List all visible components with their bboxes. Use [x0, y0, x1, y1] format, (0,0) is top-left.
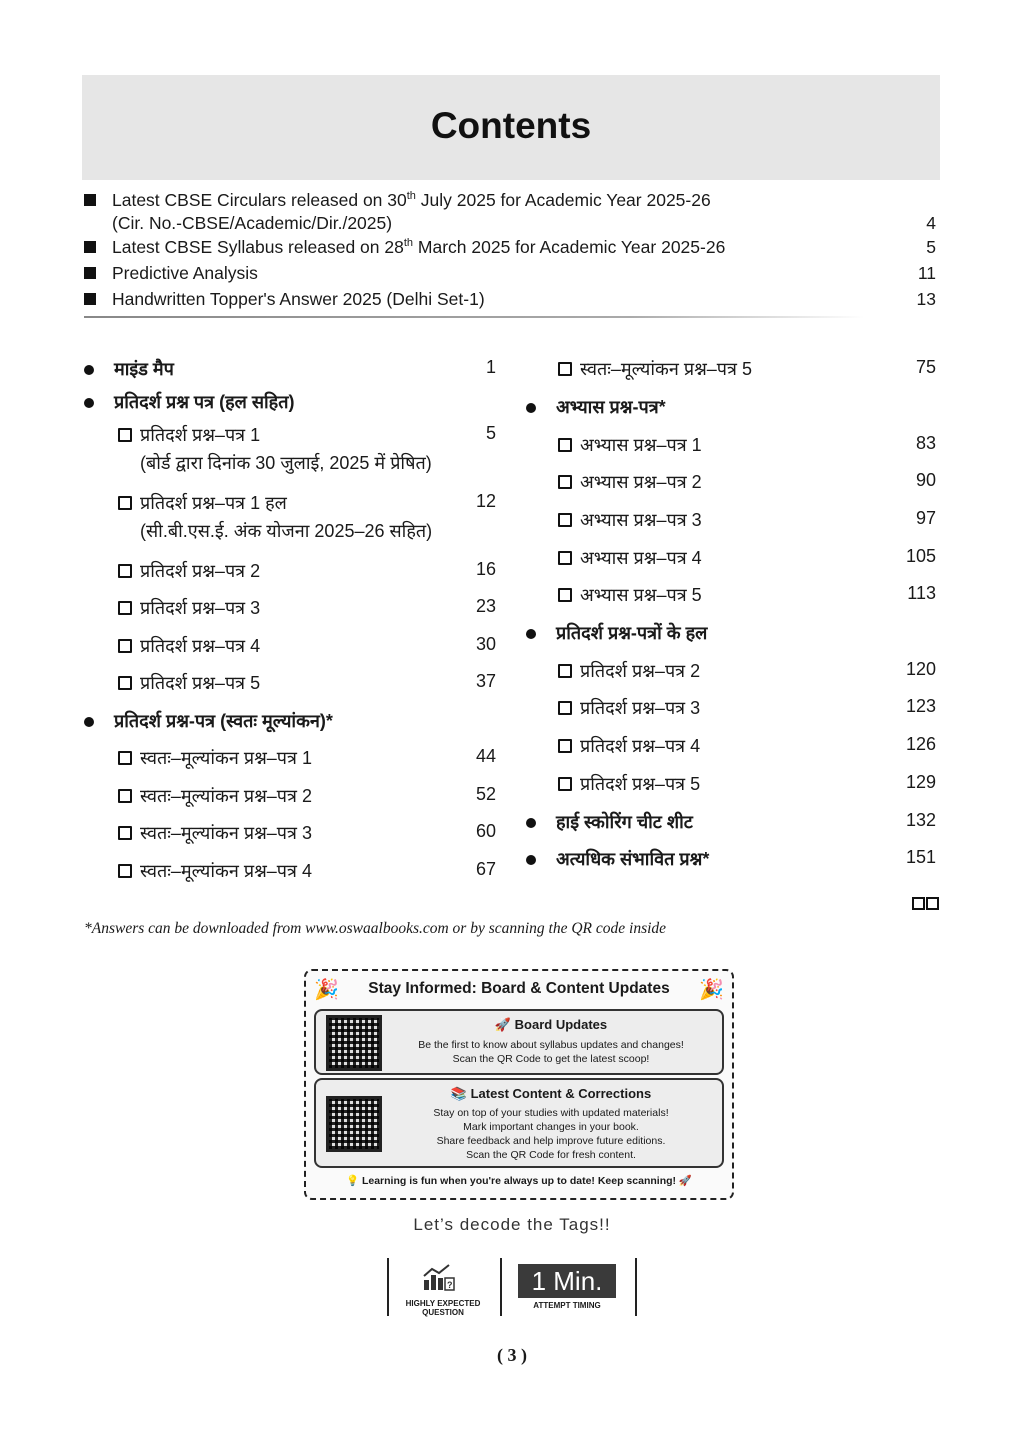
board-updates-panel: [314, 1009, 724, 1075]
tag-label-line: HIGHLY EXPECTED: [405, 1299, 481, 1308]
end-marker-icon: [912, 897, 940, 915]
toc-page-number: 5: [926, 237, 936, 257]
square-bullet-icon: [84, 194, 96, 206]
toc-entry-sublabel: (सी.बी.एस.ई. अंक योजना 2025–26 सहित): [140, 521, 433, 541]
rocket-icon: 🚀: [494, 1017, 515, 1032]
toc-entry-label: स्वतः–मूल्यांकन प्रश्न–पत्र 5: [580, 359, 752, 379]
checkbox-icon: [558, 739, 572, 753]
toc-page-number: 60: [475, 821, 496, 841]
content-updates-panel: [314, 1078, 724, 1168]
toc-entry-label: प्रतिदर्श प्रश्न–पत्र 2: [580, 661, 701, 681]
checkbox-icon: [118, 601, 132, 615]
square-bullet-icon: [84, 267, 96, 279]
highly-expected-label: [400, 1299, 486, 1317]
toc-top-text: Latest CBSE Syllabus released on 28: [112, 237, 404, 257]
toc-entry-label: अभ्यास प्रश्न–पत्र 3: [580, 510, 702, 530]
board-updates-heading-text: Board Updates: [514, 1017, 608, 1032]
content-update-line: Scan the QR Code for fresh content.: [466, 1149, 636, 1161]
svg-text:?: ?: [447, 1280, 453, 1290]
toc-page-number: 151: [905, 847, 936, 867]
superscript: th: [403, 237, 414, 250]
toc-entry-label: प्रतिदर्श प्रश्न–पत्र 3: [580, 698, 701, 718]
toc-entry-label: स्वतः–मूल्यांकन प्रश्न–पत्र 1: [140, 748, 312, 768]
checkbox-icon: [558, 551, 572, 565]
checkbox-icon: [558, 664, 572, 678]
toc-page-number: 123: [905, 696, 936, 716]
toc-page-number: 4: [926, 213, 936, 233]
toc-entry-label: प्रतिदर्श प्रश्न–पत्र 5: [140, 673, 261, 693]
board-updates-heading: [386, 1017, 716, 1033]
toc-page-number: 67: [475, 859, 496, 879]
toc-page-number: 52: [475, 784, 496, 804]
toc-section-label: प्रतिदर्श प्रश्न-पत्र (स्वतः मूल्यांकन)*: [114, 711, 333, 731]
toc-entry-label: प्रतिदर्श प्रश्न–पत्र 4: [140, 636, 261, 656]
content-update-line: Share feedback and help improve future editions.: [436, 1135, 666, 1147]
updates-box: [304, 969, 734, 1200]
checkbox-icon: [558, 362, 572, 376]
qr-code[interactable]: [326, 1015, 382, 1071]
board-update-line: Scan the QR Code to get the latest scoop!: [452, 1053, 650, 1065]
toc-entry-label: स्वतः–मूल्यांकन प्रश्न–पत्र 2: [140, 786, 312, 806]
updates-footer-text: Learning is fun when you're always up to date! Keep scanning!: [361, 1175, 677, 1187]
round-bullet-icon: [526, 403, 536, 413]
toc-entry[interactable]: [118, 491, 500, 541]
checkbox-icon: [558, 777, 572, 791]
footnote: *Answers can be downloaded from www.oswaalbooks.com or by scanning the QR code inside: [84, 920, 667, 937]
checkbox-icon: [558, 701, 572, 715]
toc-entry-label: प्रतिदर्श प्रश्न–पत्र 3: [140, 598, 261, 618]
toc-page-number: 132: [905, 810, 936, 830]
round-bullet-icon: [84, 365, 94, 375]
contents-header: [82, 75, 940, 180]
toc-top-subtext: (Cir. No.-CBSE/Academic/Dir./2025): [112, 213, 393, 233]
toc-page-number: 44: [475, 746, 496, 766]
updates-footer: [306, 1174, 732, 1187]
checkbox-icon: [118, 676, 132, 690]
content-updates-heading: [386, 1086, 716, 1102]
toc-top-item[interactable]: [84, 263, 940, 285]
round-bullet-icon: [526, 629, 536, 639]
toc-page-number: 16: [475, 559, 496, 579]
toc-entry-label: प्रतिदर्श प्रश्न–पत्र 2: [140, 561, 261, 581]
page-title: Contents: [430, 105, 592, 146]
toc-top-item[interactable]: [84, 190, 940, 234]
toc-page-number: 75: [915, 357, 936, 377]
toc-page-number: 23: [475, 596, 496, 616]
round-bullet-icon: [84, 398, 94, 408]
toc-page-number: 90: [915, 470, 936, 490]
toc-page-number: 30: [475, 634, 496, 654]
toc-page-number: 113: [907, 583, 936, 603]
page-number: ( 3 ): [497, 1345, 527, 1365]
toc-entry-label: स्वतः–मूल्यांकन प्रश्न–पत्र 4: [140, 861, 312, 881]
toc-entry-label: प्रतिदर्श प्रश्न–पत्र 5: [580, 774, 701, 794]
toc-page-number: 12: [475, 491, 496, 511]
toc-section-label: हाई स्कोरिंग चीट शीट: [556, 812, 693, 832]
toc-section-label: माइंड मैप: [114, 359, 174, 379]
rocket-icon: 🚀: [676, 1175, 693, 1187]
toc-entry-label: अभ्यास प्रश्न–पत्र 5: [580, 585, 702, 605]
toc-entry-label: प्रतिदर्श प्रश्न–पत्र 4: [580, 736, 701, 756]
content-updates-heading-text: Latest Content & Corrections: [470, 1086, 652, 1101]
one-minute-tag: 1 Min.: [518, 1264, 616, 1298]
toc-page-number: 105: [905, 546, 936, 566]
toc-page-number: 126: [905, 734, 936, 754]
party-popper-icon: 🎉: [699, 979, 724, 1001]
toc-page-number: 1: [485, 357, 496, 377]
checkbox-icon: [118, 826, 132, 840]
divider: [387, 1258, 389, 1316]
toc-page-number: 37: [475, 671, 496, 691]
toc-page-number: 129: [905, 772, 936, 792]
divider: [635, 1258, 637, 1316]
checkbox-icon: [558, 588, 572, 602]
toc-entry-sublabel: (बोर्ड द्वारा दिनांक 30 जुलाई, 2025 में प्रेषित): [140, 453, 432, 473]
toc-page-number: 83: [915, 433, 936, 453]
books-icon: 📚: [450, 1086, 471, 1101]
toc-page-number: 120: [905, 659, 936, 679]
toc-entry-label: स्वतः–मूल्यांकन प्रश्न–पत्र 3: [140, 823, 312, 843]
toc-section-label: अत्यधिक संभावित प्रश्न*: [556, 849, 710, 869]
attempt-timing-label: ATTEMPT TIMING: [533, 1301, 601, 1310]
checkbox-icon: [118, 564, 132, 578]
divider: [500, 1258, 502, 1316]
square-bullet-icon: [84, 293, 96, 305]
lightbulb-icon: 💡: [345, 1175, 362, 1187]
toc-entry-label: अभ्यास प्रश्न–पत्र 4: [580, 548, 702, 568]
content-update-line: Stay on top of your studies with updated materials!: [433, 1107, 669, 1119]
toc-page-number: 5: [485, 423, 496, 443]
toc-entry-label: प्रतिदर्श प्रश्न–पत्र 1 हल: [140, 493, 287, 513]
checkbox-icon: [118, 864, 132, 878]
decode-tags-heading: Let’s decode the Tags!!: [413, 1215, 611, 1234]
round-bullet-icon: [526, 818, 536, 828]
party-popper-icon: 🎉: [314, 979, 339, 1001]
toc-top-text-end: March 2025 for Academic Year 2025-26: [413, 237, 726, 257]
qr-code[interactable]: [326, 1096, 382, 1152]
toc-top-text: Handwritten Topper's Answer 2025 (Delhi Set-1): [112, 289, 485, 309]
round-bullet-icon: [526, 855, 536, 865]
toc-section-label: अभ्यास प्रश्न-पत्र*: [556, 397, 666, 417]
square-bullet-icon: [84, 241, 96, 253]
toc-top-item[interactable]: [84, 289, 940, 311]
checkbox-icon: [118, 428, 132, 442]
checkbox-icon: [558, 438, 572, 452]
board-update-line: Be the first to know about syllabus updates and changes!: [418, 1039, 684, 1051]
checkbox-icon: [118, 496, 132, 510]
toc-page-number: 11: [917, 263, 936, 283]
highly-expected-icon: [422, 1262, 456, 1292]
content-update-line: Mark important changes in your book.: [463, 1121, 639, 1133]
toc-top-text-end: July 2025 for Academic Year 2025-26: [415, 190, 711, 210]
checkbox-icon: [118, 639, 132, 653]
updates-title: Stay Informed: Board & Content Updates: [368, 980, 670, 997]
toc-page-number: 97: [915, 508, 936, 528]
round-bullet-icon: [84, 717, 94, 727]
superscript: th: [406, 190, 416, 203]
toc-section-label: प्रतिदर्श प्रश्न पत्र (हल सहित): [114, 392, 295, 412]
checkbox-icon: [558, 475, 572, 489]
checkbox-icon: [118, 751, 132, 765]
divider: [84, 316, 864, 318]
toc-entry[interactable]: [118, 423, 500, 473]
toc-top-text: Predictive Analysis: [112, 263, 258, 283]
toc-page-number: 13: [916, 289, 936, 309]
toc-entry-label: अभ्यास प्रश्न–पत्र 1: [580, 435, 702, 455]
toc-top-item[interactable]: [84, 237, 940, 259]
toc-entry-label: अभ्यास प्रश्न–पत्र 2: [580, 472, 702, 492]
checkbox-icon: [558, 513, 572, 527]
toc-top-text: Latest CBSE Circulars released on 30: [112, 190, 407, 210]
toc-entry-label: प्रतिदर्श प्रश्न–पत्र 1: [140, 425, 261, 445]
checkbox-icon: [118, 789, 132, 803]
tag-label-line: QUESTION: [422, 1308, 464, 1317]
toc-section-label: प्रतिदर्श प्रश्न-पत्रों के हल: [556, 623, 708, 643]
